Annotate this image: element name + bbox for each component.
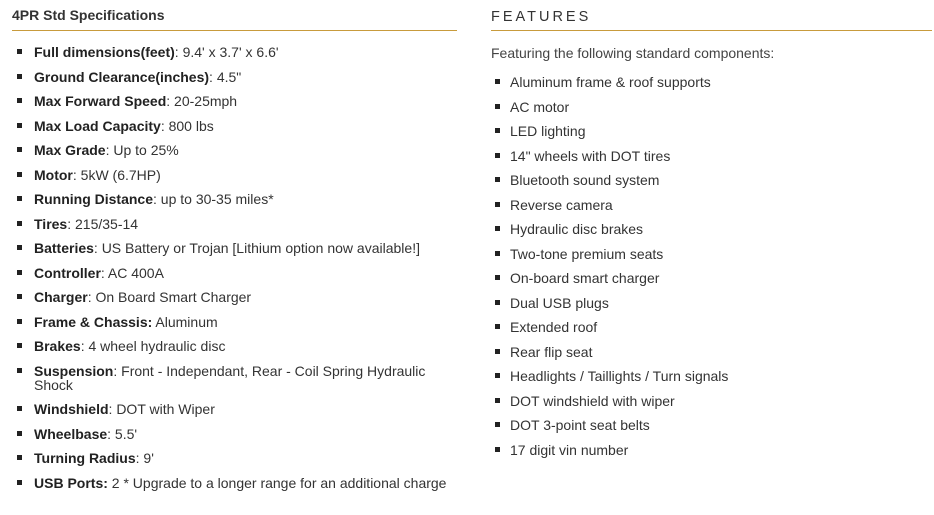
square-bullet-icon xyxy=(495,153,500,158)
features-intro: Featuring the following standard components: xyxy=(491,45,775,61)
spec-item xyxy=(12,70,457,84)
feature-text: Extended roof xyxy=(510,319,598,335)
spec-label: Turning Radius xyxy=(34,450,136,466)
square-bullet-icon xyxy=(17,294,22,299)
feature-item xyxy=(491,295,932,311)
square-bullet-icon xyxy=(17,49,22,54)
spec-item xyxy=(12,364,457,392)
square-bullet-icon xyxy=(495,177,500,182)
square-bullet-icon xyxy=(495,349,500,354)
feature-item xyxy=(491,319,932,335)
feature-item xyxy=(491,172,932,188)
spec-value: : On Board Smart Charger xyxy=(87,289,252,305)
spec-item xyxy=(12,451,457,465)
square-bullet-icon xyxy=(17,431,22,436)
feature-item xyxy=(491,417,932,433)
features-title: FEATURES xyxy=(491,0,932,31)
feature-text: Headlights / Taillights / Turn signals xyxy=(510,368,729,384)
feature-text: DOT 3-point seat belts xyxy=(510,417,650,433)
spec-value: : 215/35-14 xyxy=(67,215,139,232)
spec-label: Suspension xyxy=(34,362,114,379)
feature-item xyxy=(491,344,932,360)
spec-label: Windshield xyxy=(34,401,109,417)
spec-item xyxy=(12,94,457,108)
feature-item xyxy=(491,148,932,164)
specifications-section xyxy=(12,0,457,500)
spec-value: : 4.5" xyxy=(209,68,242,85)
feature-text: 14" wheels with DOT tires xyxy=(510,147,671,164)
spec-label: Frame & Chassis: xyxy=(34,313,153,330)
spec-item xyxy=(12,45,457,59)
square-bullet-icon xyxy=(17,319,22,324)
feature-text: Bluetooth sound system xyxy=(510,172,660,188)
spec-value: : 9' xyxy=(135,450,154,466)
spec-item xyxy=(12,402,457,416)
feature-item xyxy=(491,270,932,286)
spec-value: : AC 400A xyxy=(100,264,164,281)
square-bullet-icon xyxy=(495,128,500,133)
square-bullet-icon xyxy=(495,79,500,84)
spec-label: Controller xyxy=(34,264,101,281)
spec-label: Brakes xyxy=(34,338,81,354)
spec-value: : 5kW (6.7HP) xyxy=(72,166,161,183)
spec-value: Aluminum xyxy=(152,313,218,330)
feature-item xyxy=(491,221,932,237)
square-bullet-icon xyxy=(17,245,22,250)
feature-text: Two-tone premium seats xyxy=(510,245,664,262)
spec-value: : US Battery or Trojan [Lithium option now available!] xyxy=(93,240,420,256)
square-bullet-icon xyxy=(17,343,22,348)
feature-text: Hydraulic disc brakes xyxy=(510,221,644,237)
feature-item xyxy=(491,123,932,139)
spec-value: : 20-25mph xyxy=(166,93,238,109)
features-list xyxy=(491,74,932,458)
spec-item xyxy=(12,315,457,329)
spec-value: : 5.5' xyxy=(107,425,138,442)
square-bullet-icon xyxy=(17,123,22,128)
spec-value: : 9.4' x 3.7' x 6.6' xyxy=(174,44,279,60)
feature-item xyxy=(491,442,932,458)
spec-item xyxy=(12,476,457,490)
square-bullet-icon xyxy=(495,422,500,427)
square-bullet-icon xyxy=(17,480,22,485)
square-bullet-icon xyxy=(17,221,22,226)
spec-label: Full dimensions(feet) xyxy=(34,44,175,60)
square-bullet-icon xyxy=(495,251,500,256)
square-bullet-icon xyxy=(17,98,22,103)
square-bullet-icon xyxy=(17,74,22,79)
square-bullet-icon xyxy=(495,226,500,231)
square-bullet-icon xyxy=(17,172,22,177)
spec-item xyxy=(12,119,457,133)
spec-value: : 800 lbs xyxy=(160,117,214,134)
feature-text: DOT windshield with wiper xyxy=(510,392,675,409)
specifications-list xyxy=(12,45,457,490)
square-bullet-icon xyxy=(17,455,22,460)
feature-item xyxy=(491,74,932,90)
spec-label: Running Distance xyxy=(34,191,154,207)
spec-label: Charger xyxy=(34,289,88,305)
square-bullet-icon xyxy=(17,368,22,373)
feature-text: On-board smart charger xyxy=(510,270,660,286)
spec-label: Ground Clearance(inches) xyxy=(34,68,210,85)
features-section xyxy=(491,0,932,466)
spec-value: : DOT with Wiper xyxy=(108,401,215,417)
spec-value: 2 * Upgrade to a longer range for an additional charge xyxy=(107,474,447,491)
spec-value: : Front - Independant, Rear - Coil Spring Hydraulic Shock xyxy=(34,362,426,393)
feature-text: 17 digit vin number xyxy=(510,441,629,458)
spec-item xyxy=(12,217,457,231)
spec-value: : 4 wheel hydraulic disc xyxy=(80,338,226,354)
feature-item xyxy=(491,99,932,115)
square-bullet-icon xyxy=(495,300,500,305)
spec-item xyxy=(12,168,457,182)
feature-item xyxy=(491,197,932,213)
feature-item xyxy=(491,393,932,409)
square-bullet-icon xyxy=(495,398,500,403)
square-bullet-icon xyxy=(495,373,500,378)
spec-item xyxy=(12,427,457,441)
square-bullet-icon xyxy=(495,275,500,280)
spec-item xyxy=(12,192,457,206)
square-bullet-icon xyxy=(17,147,22,152)
square-bullet-icon xyxy=(495,202,500,207)
square-bullet-icon xyxy=(495,324,500,329)
spec-label: Wheelbase xyxy=(34,425,108,442)
square-bullet-icon xyxy=(17,270,22,275)
feature-text: Dual USB plugs xyxy=(510,294,609,311)
feature-text: LED lighting xyxy=(510,123,586,139)
square-bullet-icon xyxy=(495,104,500,109)
spec-label: Max Forward Speed xyxy=(34,93,167,109)
spec-item xyxy=(12,290,457,304)
feature-text: Aluminum frame & roof supports xyxy=(510,74,711,90)
spec-value: : up to 30-35 miles* xyxy=(153,191,274,207)
spec-label: Max Load Capacity xyxy=(34,117,161,134)
feature-text: Rear flip seat xyxy=(510,343,593,360)
spec-label: USB Ports: xyxy=(34,474,108,491)
feature-text: AC motor xyxy=(510,98,570,115)
spec-item xyxy=(12,339,457,353)
feature-item xyxy=(491,368,932,384)
spec-label: Motor xyxy=(34,166,73,183)
square-bullet-icon xyxy=(17,196,22,201)
spec-label: Batteries xyxy=(34,240,94,256)
spec-item xyxy=(12,143,457,157)
specifications-title: 4PR Std Specifications xyxy=(12,0,457,31)
spec-label: Tires xyxy=(34,215,68,232)
spec-label: Max Grade xyxy=(34,142,106,158)
feature-item xyxy=(491,246,932,262)
square-bullet-icon xyxy=(17,406,22,411)
spec-value: : Up to 25% xyxy=(105,142,179,158)
spec-item xyxy=(12,266,457,280)
square-bullet-icon xyxy=(495,447,500,452)
spec-item xyxy=(12,241,457,255)
feature-text: Reverse camera xyxy=(510,196,613,213)
